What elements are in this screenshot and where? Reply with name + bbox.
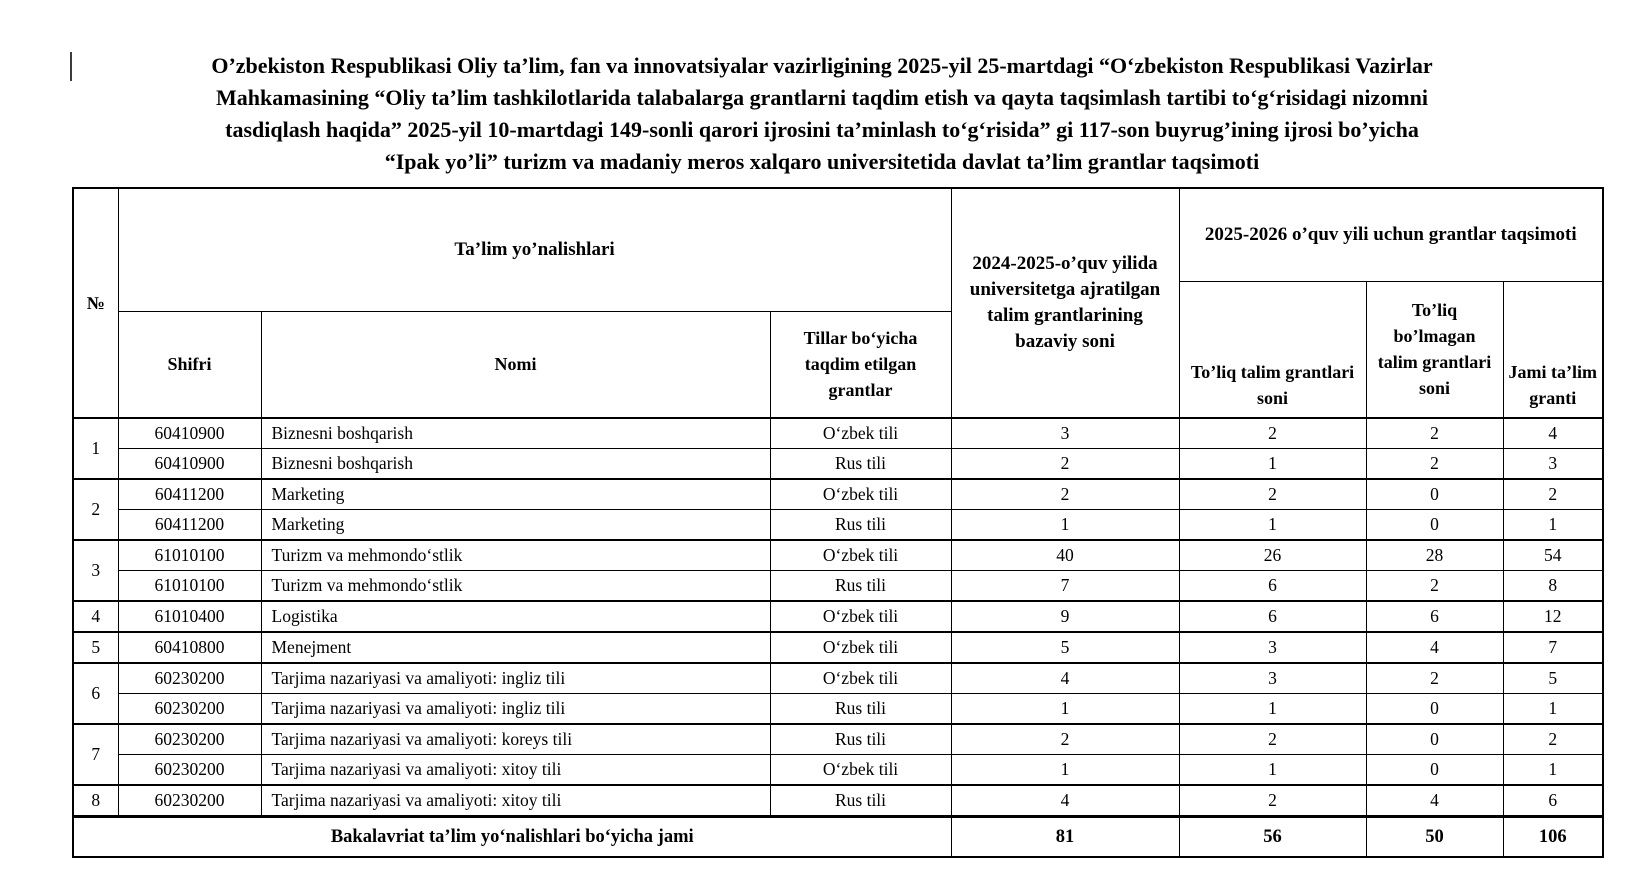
row-total: 7 bbox=[1503, 632, 1603, 663]
table-row bbox=[73, 785, 1603, 817]
row-partial: 6 bbox=[1366, 601, 1503, 632]
row-code: 61010100 bbox=[118, 540, 261, 571]
row-full: 1 bbox=[1179, 510, 1366, 541]
row-base: 2 bbox=[951, 449, 1179, 480]
row-name: Turizm va mehmondoʻstlik bbox=[261, 540, 770, 571]
row-lang: Rus tili bbox=[770, 510, 951, 541]
row-name: Tarjima nazariyasi va amaliyoti: ingliz tili bbox=[261, 663, 770, 694]
row-total: 6 bbox=[1503, 785, 1603, 817]
row-lang: Oʻzbek tili bbox=[770, 663, 951, 694]
table-row bbox=[73, 724, 1603, 755]
row-no: 6 bbox=[73, 663, 118, 724]
table-row bbox=[73, 418, 1603, 449]
row-partial: 2 bbox=[1366, 571, 1503, 602]
table-row bbox=[73, 479, 1603, 510]
row-lang: Rus tili bbox=[770, 694, 951, 725]
row-code: 60410800 bbox=[118, 632, 261, 663]
row-total: 2 bbox=[1503, 724, 1603, 755]
row-total: 5 bbox=[1503, 663, 1603, 694]
row-lang: Rus tili bbox=[770, 724, 951, 755]
row-partial: 0 bbox=[1366, 510, 1503, 541]
row-partial: 4 bbox=[1366, 632, 1503, 663]
header-jami: Jami ta’lim granti bbox=[1503, 281, 1603, 418]
row-lang: Oʻzbek tili bbox=[770, 632, 951, 663]
row-total: 8 bbox=[1503, 571, 1603, 602]
total-row bbox=[73, 817, 1603, 858]
row-partial: 2 bbox=[1366, 418, 1503, 449]
row-code: 60230200 bbox=[118, 694, 261, 725]
row-full: 6 bbox=[1179, 601, 1366, 632]
header-base-2024: 2024-2025-o’quv yilida universitetga ajratilgan talim grantlarining bazaviy soni bbox=[951, 188, 1179, 418]
row-lang: Rus tili bbox=[770, 571, 951, 602]
row-total: 1 bbox=[1503, 510, 1603, 541]
row-lang: Oʻzbek tili bbox=[770, 755, 951, 786]
row-code: 61010400 bbox=[118, 601, 261, 632]
row-full: 2 bbox=[1179, 418, 1366, 449]
row-base: 2 bbox=[951, 479, 1179, 510]
table-row bbox=[73, 755, 1603, 786]
row-name: Biznesni boshqarish bbox=[261, 449, 770, 480]
row-full: 26 bbox=[1179, 540, 1366, 571]
row-lang: Oʻzbek tili bbox=[770, 418, 951, 449]
header-talim-yonalishlari: Ta’lim yo’nalishlari bbox=[118, 188, 951, 311]
row-full: 6 bbox=[1179, 571, 1366, 602]
row-base: 3 bbox=[951, 418, 1179, 449]
row-partial: 0 bbox=[1366, 724, 1503, 755]
row-no: 3 bbox=[73, 540, 118, 601]
row-code: 60230200 bbox=[118, 755, 261, 786]
row-base: 7 bbox=[951, 571, 1179, 602]
row-base: 2 bbox=[951, 724, 1179, 755]
row-no: 1 bbox=[73, 418, 118, 479]
table-row bbox=[73, 694, 1603, 725]
table-row bbox=[73, 449, 1603, 480]
row-name: Turizm va mehmondoʻstlik bbox=[261, 571, 770, 602]
row-name: Biznesni boshqarish bbox=[261, 418, 770, 449]
row-name: Tarjima nazariyasi va amaliyoti: koreys tili bbox=[261, 724, 770, 755]
row-base: 1 bbox=[951, 510, 1179, 541]
table-row bbox=[73, 601, 1603, 632]
row-total: 4 bbox=[1503, 418, 1603, 449]
table-row bbox=[73, 632, 1603, 663]
row-partial: 4 bbox=[1366, 785, 1503, 817]
table-row bbox=[73, 571, 1603, 602]
header-tillar: Tillar boʻyicha taqdim etilgan grantlar bbox=[770, 311, 951, 418]
row-name: Marketing bbox=[261, 510, 770, 541]
document-title bbox=[40, 50, 1604, 178]
grants-table bbox=[72, 187, 1604, 858]
row-full: 1 bbox=[1179, 449, 1366, 480]
row-total: 2 bbox=[1503, 479, 1603, 510]
title-line: O’zbekiston Respublikasi Oliy ta’lim, fan va innovatsiyalar vazirligining 2025-yil 25-martdagi “Oʻzbekiston Respublikasi Vazirlar bbox=[211, 53, 1433, 78]
title-line: “Ipak yo’li” turizm va madaniy meros xalqaro universitetida davlat ta’lim grantlar taqsimoti bbox=[384, 149, 1260, 174]
row-partial: 2 bbox=[1366, 663, 1503, 694]
row-partial: 0 bbox=[1366, 479, 1503, 510]
header-full-grants: To’liq talim grantlari soni bbox=[1179, 281, 1366, 418]
row-base: 1 bbox=[951, 694, 1179, 725]
header-shifri: Shifri bbox=[118, 311, 261, 418]
header-nomi: Nomi bbox=[261, 311, 770, 418]
row-full: 1 bbox=[1179, 755, 1366, 786]
row-total: 54 bbox=[1503, 540, 1603, 571]
row-code: 60230200 bbox=[118, 663, 261, 694]
table-row bbox=[73, 510, 1603, 541]
title-line: tasdiqlash haqida” 2025-yil 10-martdagi 149-sonli qarori ijrosini ta’minlash toʻgʻrisida” gi 117-son buyrug’ining ijrosi bo’yicha bbox=[225, 117, 1419, 142]
row-name: Marketing bbox=[261, 479, 770, 510]
row-lang: Oʻzbek tili bbox=[770, 540, 951, 571]
row-no: 7 bbox=[73, 724, 118, 785]
row-partial: 0 bbox=[1366, 755, 1503, 786]
row-name: Menejment bbox=[261, 632, 770, 663]
row-full: 2 bbox=[1179, 785, 1366, 817]
row-name: Tarjima nazariyasi va amaliyoti: xitoy tili bbox=[261, 755, 770, 786]
table-row bbox=[73, 540, 1603, 571]
row-code: 60411200 bbox=[118, 510, 261, 541]
row-base: 40 bbox=[951, 540, 1179, 571]
row-no: 2 bbox=[73, 479, 118, 540]
row-base: 4 bbox=[951, 663, 1179, 694]
header-grants-2025: 2025-2026 o’quv yili uchun grantlar taqsimoti bbox=[1179, 188, 1603, 281]
row-no: 8 bbox=[73, 785, 118, 817]
row-full: 2 bbox=[1179, 479, 1366, 510]
row-name: Tarjima nazariyasi va amaliyoti: ingliz tili bbox=[261, 694, 770, 725]
row-no: 5 bbox=[73, 632, 118, 663]
row-code: 60230200 bbox=[118, 785, 261, 817]
row-total: 1 bbox=[1503, 694, 1603, 725]
title-line: Mahkamasining “Oliy ta’lim tashkilotlarida talabalarga grantlarni taqdim etish va qayta taqsimlash tartibi toʻgʻrisidagi nizomni bbox=[216, 85, 1428, 110]
row-full: 3 bbox=[1179, 663, 1366, 694]
table-row bbox=[73, 663, 1603, 694]
row-code: 60230200 bbox=[118, 724, 261, 755]
row-full: 1 bbox=[1179, 694, 1366, 725]
row-no: 4 bbox=[73, 601, 118, 632]
row-base: 9 bbox=[951, 601, 1179, 632]
row-total: 1 bbox=[1503, 755, 1603, 786]
row-code: 60410900 bbox=[118, 449, 261, 480]
row-lang: Rus tili bbox=[770, 449, 951, 480]
total-base: 81 bbox=[951, 817, 1179, 858]
row-lang: Oʻzbek tili bbox=[770, 601, 951, 632]
row-code: 60410900 bbox=[118, 418, 261, 449]
row-name: Logistika bbox=[261, 601, 770, 632]
header-no: № bbox=[73, 188, 118, 418]
total-partial: 50 bbox=[1366, 817, 1503, 858]
total-label: Bakalavriat ta’lim yoʻnalishlari boʻyicha jami bbox=[73, 817, 951, 858]
row-lang: Oʻzbek tili bbox=[770, 479, 951, 510]
row-total: 12 bbox=[1503, 601, 1603, 632]
row-partial: 28 bbox=[1366, 540, 1503, 571]
row-full: 3 bbox=[1179, 632, 1366, 663]
row-base: 4 bbox=[951, 785, 1179, 817]
row-code: 61010100 bbox=[118, 571, 261, 602]
row-lang: Rus tili bbox=[770, 785, 951, 817]
row-partial: 2 bbox=[1366, 449, 1503, 480]
row-base: 1 bbox=[951, 755, 1179, 786]
row-code: 60411200 bbox=[118, 479, 261, 510]
row-base: 5 bbox=[951, 632, 1179, 663]
row-total: 3 bbox=[1503, 449, 1603, 480]
total-full: 56 bbox=[1179, 817, 1366, 858]
total-total: 106 bbox=[1503, 817, 1603, 858]
header-partial-grants: To’liq bo’lmagan talim grantlari soni bbox=[1366, 281, 1503, 418]
row-partial: 0 bbox=[1366, 694, 1503, 725]
row-name: Tarjima nazariyasi va amaliyoti: xitoy tili bbox=[261, 785, 770, 817]
row-full: 2 bbox=[1179, 724, 1366, 755]
